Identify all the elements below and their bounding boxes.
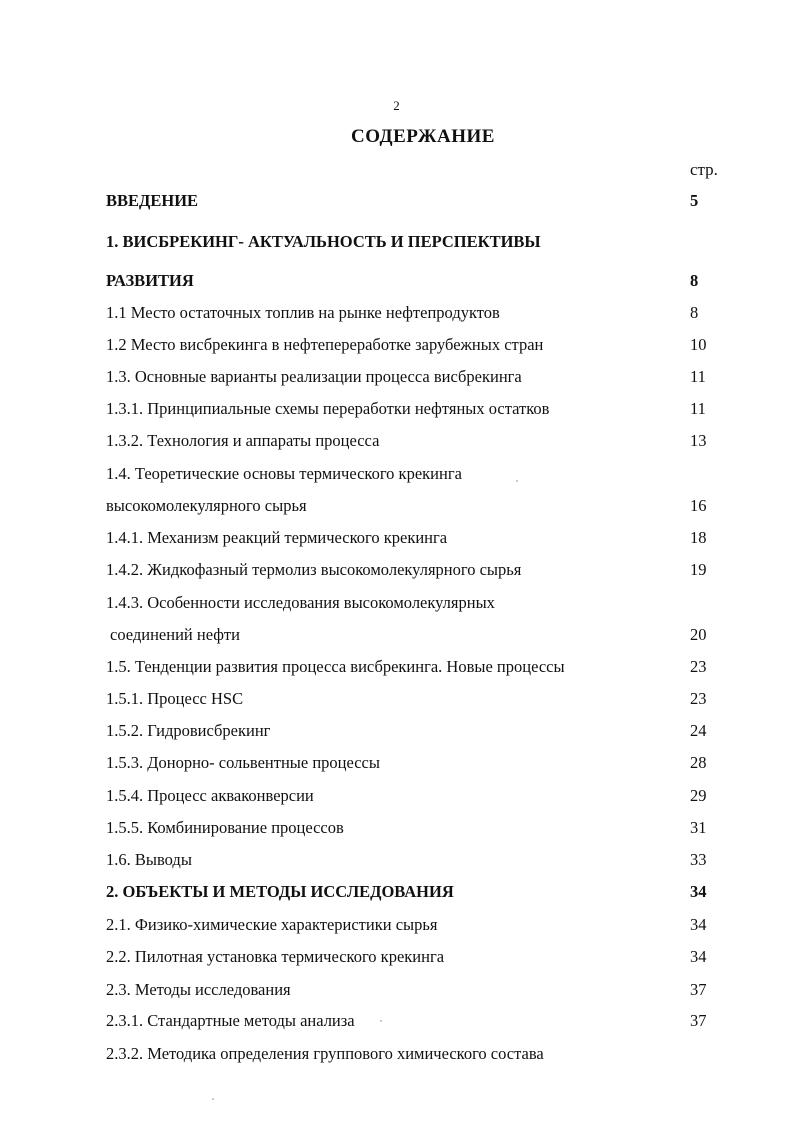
toc-entry-page (690, 590, 750, 616)
toc-entry (0, 188, 793, 214)
toc-entry (0, 783, 793, 809)
toc-entry-label: 1.4.3. Особенности исследования высокомолекулярных (106, 593, 495, 612)
toc-entry-page: 20 (690, 625, 707, 644)
page-number: 2 (393, 98, 400, 113)
toc-entry (0, 493, 793, 519)
toc-entry-label: 1. ВИСБРЕКИНГ- АКТУАЛЬНОСТЬ И ПЕРСПЕКТИВЫ (106, 232, 541, 251)
toc-entry (0, 879, 793, 905)
toc-entry (0, 557, 793, 583)
toc-entry-page: 24 (690, 721, 707, 740)
toc-entry-page: 28 (690, 753, 707, 772)
toc-entry-label: 1.4.1. Механизм реакций термического крекинга (106, 528, 448, 547)
toc-entry-label: 1.4.2. Жидкофазный термолиз высокомолекулярного сырья (106, 560, 522, 579)
toc-entry-label: ВВЕДЕНИЕ (106, 191, 199, 210)
toc-entry-label: 2.3.2. Методика определения группового химического состава (106, 1044, 544, 1063)
toc-entry (0, 268, 793, 294)
toc-entry (0, 718, 793, 744)
toc-entry-label: 1.5.3. Донорно- сольвентные процессы (106, 753, 380, 772)
toc-entry-label: 2.3.1. Стандартные методы анализа (106, 1011, 355, 1030)
toc-entry (0, 977, 793, 1003)
toc-entry (0, 300, 793, 326)
toc-entry-label: 1.2 Место висбрекинга в нефтепереработке зарубежных стран (106, 335, 544, 354)
scan-speck (380, 1020, 382, 1022)
toc-entry (0, 525, 793, 551)
toc-entry-page: 11 (690, 399, 706, 418)
toc-entry (0, 847, 793, 873)
toc-entry (0, 1008, 793, 1034)
toc-entry-label: 1.1 Место остаточных топлив на рынке нефтепродуктов (106, 303, 500, 322)
toc-entry (0, 461, 793, 487)
toc-entry (0, 396, 793, 422)
toc-entry (0, 912, 793, 938)
toc-entry-page (690, 1041, 750, 1067)
toc-entry-label: 1.5.1. Процесс HSC (106, 689, 244, 708)
toc-entry-page: 19 (690, 560, 707, 579)
toc-entry-label: 2. ОБЪЕКТЫ И МЕТОДЫ ИССЛЕДОВАНИЯ (106, 882, 454, 901)
toc-entry-page: 13 (690, 431, 707, 450)
toc-entry-page: 5 (690, 191, 699, 210)
toc-entry (0, 590, 793, 616)
toc-entry-page (690, 461, 750, 487)
toc-entry-label: 1.5.4. Процесс акваконверсии (106, 786, 314, 805)
toc-entry (0, 364, 793, 390)
toc-entry-label: 1.5.2. Гидровисбрекинг (106, 721, 271, 740)
toc-entry-page: 33 (690, 850, 707, 869)
toc-entry-label: 1.5. Тенденции развития процесса висбрекинга. Новые процессы (106, 657, 565, 676)
toc-entry-page: 34 (690, 947, 707, 966)
toc-entry-label: 1.6. Выводы (106, 850, 192, 869)
toc-entry-label: 1.5.5. Комбинирование процессов (106, 818, 344, 837)
toc-entry (0, 428, 793, 454)
toc-entry-page: 34 (690, 915, 707, 934)
toc-entry-page: 18 (690, 528, 707, 547)
toc-entry-page: 23 (690, 689, 707, 708)
toc-entry-label: 2.1. Физико-химические характеристики сырья (106, 915, 438, 934)
toc-entry-page: 11 (690, 367, 706, 386)
toc-entry (0, 686, 793, 712)
toc-entry-label: 2.3. Методы исследования (106, 980, 291, 999)
toc-entry (0, 944, 793, 970)
page-column-header: стр. (690, 160, 718, 179)
toc-entry-page: 23 (690, 657, 707, 676)
toc-entry-page: 34 (690, 882, 707, 901)
toc-entry (0, 332, 793, 358)
page-title: СОДЕРЖАНИЕ (351, 126, 495, 147)
toc-entry (0, 750, 793, 776)
toc-entry-page: 10 (690, 335, 707, 354)
toc-entry-page (690, 229, 750, 255)
toc-entry-page: 37 (690, 1011, 707, 1030)
toc-entry-label: 1.3. Основные варианты реализации процесса висбрекинга (106, 367, 522, 386)
toc-entry (0, 1041, 793, 1067)
toc-entry-label: 1.3.2. Технология и аппараты процесса (106, 431, 380, 450)
scan-speck (516, 480, 518, 482)
toc-entry-label: РАЗВИТИЯ (106, 271, 194, 290)
toc-entry (0, 622, 793, 648)
toc-entry-page: 29 (690, 786, 707, 805)
toc-entry (0, 815, 793, 841)
toc-entry-label: 1.3.1. Принципиальные схемы переработки нефтяных остатков (106, 399, 550, 418)
toc-entry-label: соединений нефти (110, 625, 240, 644)
toc-entry-label: 2.2. Пилотная установка термического крекинга (106, 947, 445, 966)
toc-entry-label: высокомолекулярного сырья (106, 496, 307, 515)
toc-entry-label: 1.4. Теоретические основы термического крекинга (106, 464, 462, 483)
toc-entry-page: 16 (690, 496, 707, 515)
scan-speck (212, 1098, 214, 1100)
toc-entry-page: 31 (690, 818, 707, 837)
toc-entry (0, 229, 793, 255)
toc-entry-page: 8 (690, 303, 699, 322)
toc-entry-page: 8 (690, 271, 699, 290)
toc-entry (0, 654, 793, 680)
toc-entry-page: 37 (690, 980, 707, 999)
